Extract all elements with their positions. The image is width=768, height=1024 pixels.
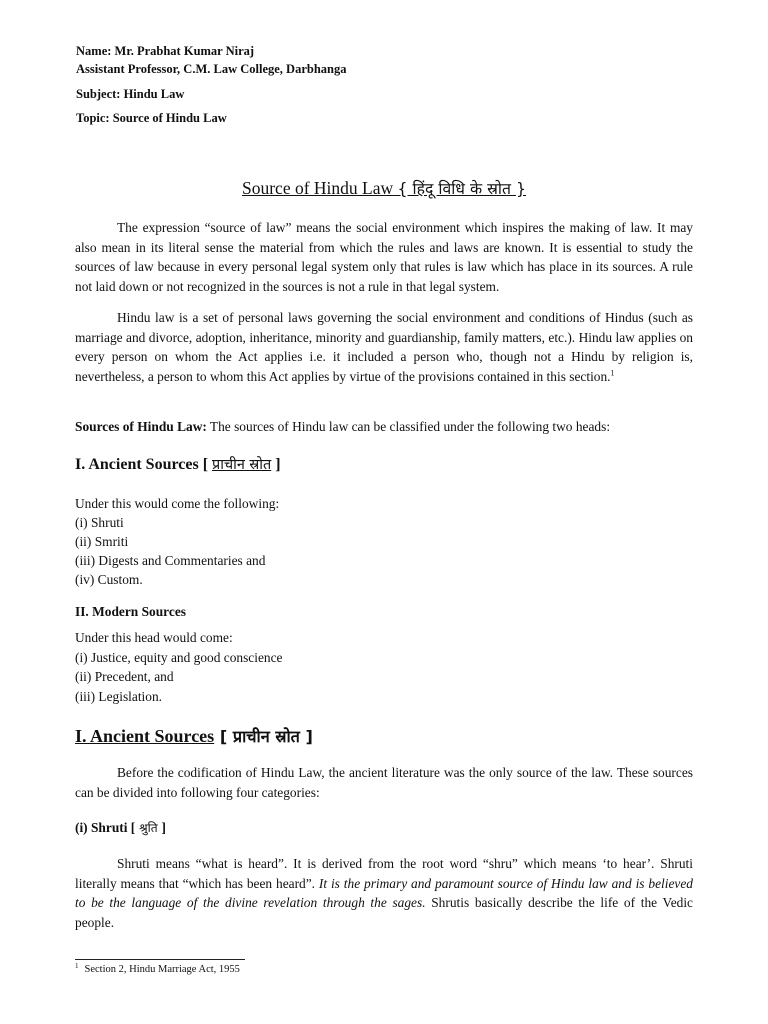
footnote-marker: 1 bbox=[75, 961, 79, 970]
subject-line: Subject: Hindu Law bbox=[76, 87, 185, 101]
list-item: (i) Shruti bbox=[75, 515, 124, 530]
heading-label: I. Ancient Sources bbox=[75, 726, 215, 746]
heading-close: ] bbox=[161, 820, 166, 835]
footnote-text: Section 2, Hindu Marriage Act, 1955 bbox=[84, 964, 240, 975]
footnote-reference[interactable]: 1 bbox=[610, 368, 615, 378]
heading-modern-sources: II. Modern Sources bbox=[75, 604, 186, 619]
paragraph-hindu-law bbox=[75, 308, 693, 386]
paragraph-text-end: Shrutis basically describe the life of the Vedic people. bbox=[75, 895, 693, 930]
heading-hindi: [ प्राचीन स्रोत ] bbox=[214, 727, 313, 746]
paragraph-text: Hindu law is a set of personal laws governing the social environment and conditions of Hindus (such as marriage and divorce, adoption, inheritance, minority and guardianship, family matters, etc.). Hindu law applies on every person on whom the Act applies i.e. it included a person who, though not a Hindu by religion is, nevertheless, a person to whom this Act applies by virtue of the provisions contained in this section. bbox=[75, 310, 693, 384]
ancient-list-intro: Under this would come the following: bbox=[75, 496, 280, 511]
paragraph-source-of-law bbox=[75, 218, 693, 296]
document-title bbox=[0, 177, 768, 200]
paragraph-sources bbox=[75, 417, 693, 437]
heading-hindi: प्राचीन स्रोत bbox=[212, 457, 272, 473]
paragraph-shruti bbox=[75, 854, 693, 932]
footnote bbox=[75, 963, 240, 977]
heading-ancient-sources-detail bbox=[75, 725, 313, 748]
heading-hindi: श्रुति bbox=[135, 821, 162, 835]
paragraph-text: The expression “source of law” means the social environment which inspires the making of law. It may also mean in its literal sense the material from which the rules and laws are known. It is essential to study the sources of law because in every personal legal system only that rules is law which has place in its sources. A rule not laid down or not recognized in the sources is not a rule in that legal system. bbox=[75, 220, 693, 294]
sources-label: Sources of Hindu Law: bbox=[75, 419, 207, 434]
title-hindi: { हिंदू विधि के स्रोत } bbox=[397, 179, 526, 198]
list-item: (iii) Digests and Commentaries and bbox=[75, 553, 266, 568]
author-position: Assistant Professor, C.M. Law College, Darbhanga bbox=[76, 62, 347, 76]
modern-list-intro: Under this head would come: bbox=[75, 630, 233, 645]
author-name: Name: Mr. Prabhat Kumar Niraj bbox=[76, 44, 255, 58]
sources-text: The sources of Hindu law can be classified under the following two heads: bbox=[206, 419, 611, 434]
heading-close: ] bbox=[271, 456, 281, 473]
topic-line: Topic: Source of Hindu Law bbox=[76, 111, 227, 125]
list-item: (ii) Smriti bbox=[75, 534, 129, 549]
list-item: (iii) Legislation. bbox=[75, 689, 163, 704]
title-english: Source of Hindu Law bbox=[242, 178, 394, 198]
heading-shruti bbox=[75, 818, 166, 838]
paragraph-text: Shruti means “what is heard”. It is derived from the root word “shru” which means ‘to hear’. Shruti literally means that “which has been heard”. bbox=[75, 856, 693, 891]
list-item: (ii) Precedent, and bbox=[75, 669, 174, 684]
paragraph-italic-text: It is the primary and paramount source of Hindu law and is believed to be the language of the divine revelation through the sages. bbox=[75, 875, 693, 911]
footnote-divider bbox=[75, 959, 245, 960]
list-item: (i) Justice, equity and good conscience bbox=[75, 650, 283, 665]
paragraph-ancient-intro bbox=[75, 763, 693, 802]
heading-label: (i) Shruti [ bbox=[75, 820, 136, 835]
heading-label: I. Ancient Sources [ bbox=[75, 456, 209, 473]
list-item: (iv) Custom. bbox=[75, 572, 143, 587]
paragraph-text: Before the codification of Hindu Law, the ancient literature was the only source of the law. These sources can be divided into following four categories: bbox=[75, 765, 693, 800]
heading-ancient-sources bbox=[75, 455, 281, 475]
